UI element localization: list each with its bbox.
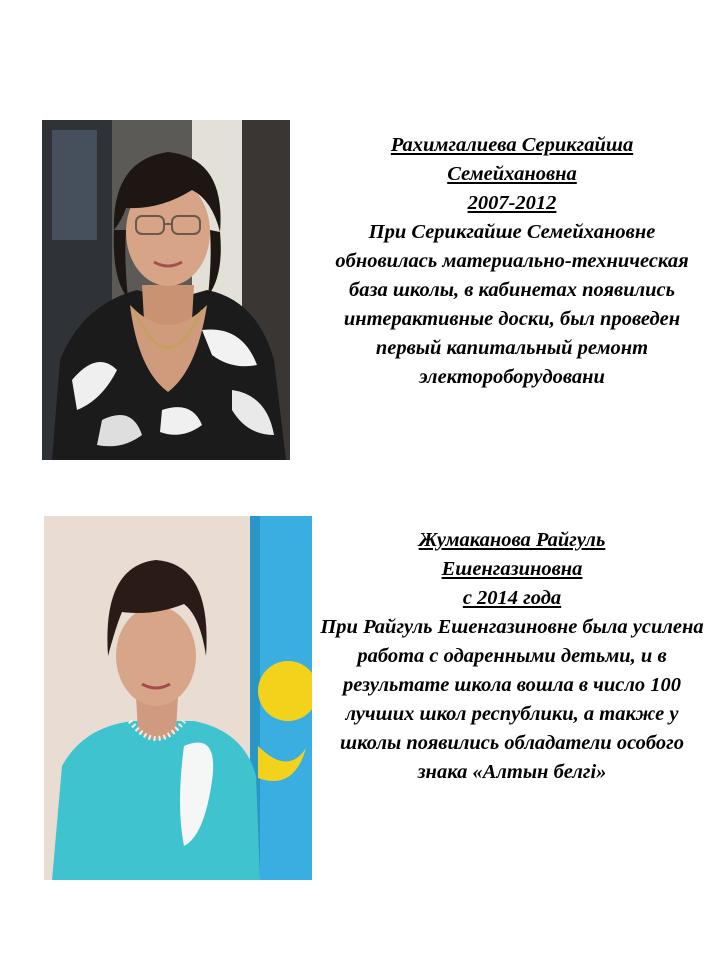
profile-name-line1: Жумаканова Райгуль [418, 529, 606, 551]
profile-description: При Райгуль Ешенгазиновне была усилена работа с одаренными детьми, и в результате школа вошла в число 100 лучших школ республики, а также у школы появились обладатели особого знака «Алтын белгі» [320, 616, 704, 783]
profile-years: с 2014 года [462, 587, 562, 609]
portrait-photo-rakhimgalieva [42, 120, 290, 460]
portrait-image [44, 516, 312, 880]
profile-name-line1: Рахимгалиева Серикгайша [390, 134, 634, 156]
profile-bio-2 [318, 526, 706, 787]
profile-years: 2007-2012 [467, 192, 557, 214]
profile-name-line2: Ешенгазиновна [441, 558, 583, 580]
portrait-photo-zhumakanova [44, 516, 312, 880]
portrait-image [42, 120, 290, 460]
profile-description: При Серикгайше Семейхановне обновилась материально-техническая база школы, в кабинетах появились интерактивные доски, был проведен первый капитальный ремонт электороборудовани [335, 221, 689, 388]
profile-bio-1 [318, 131, 706, 392]
profile-name-line2: Семейхановна [447, 163, 577, 185]
